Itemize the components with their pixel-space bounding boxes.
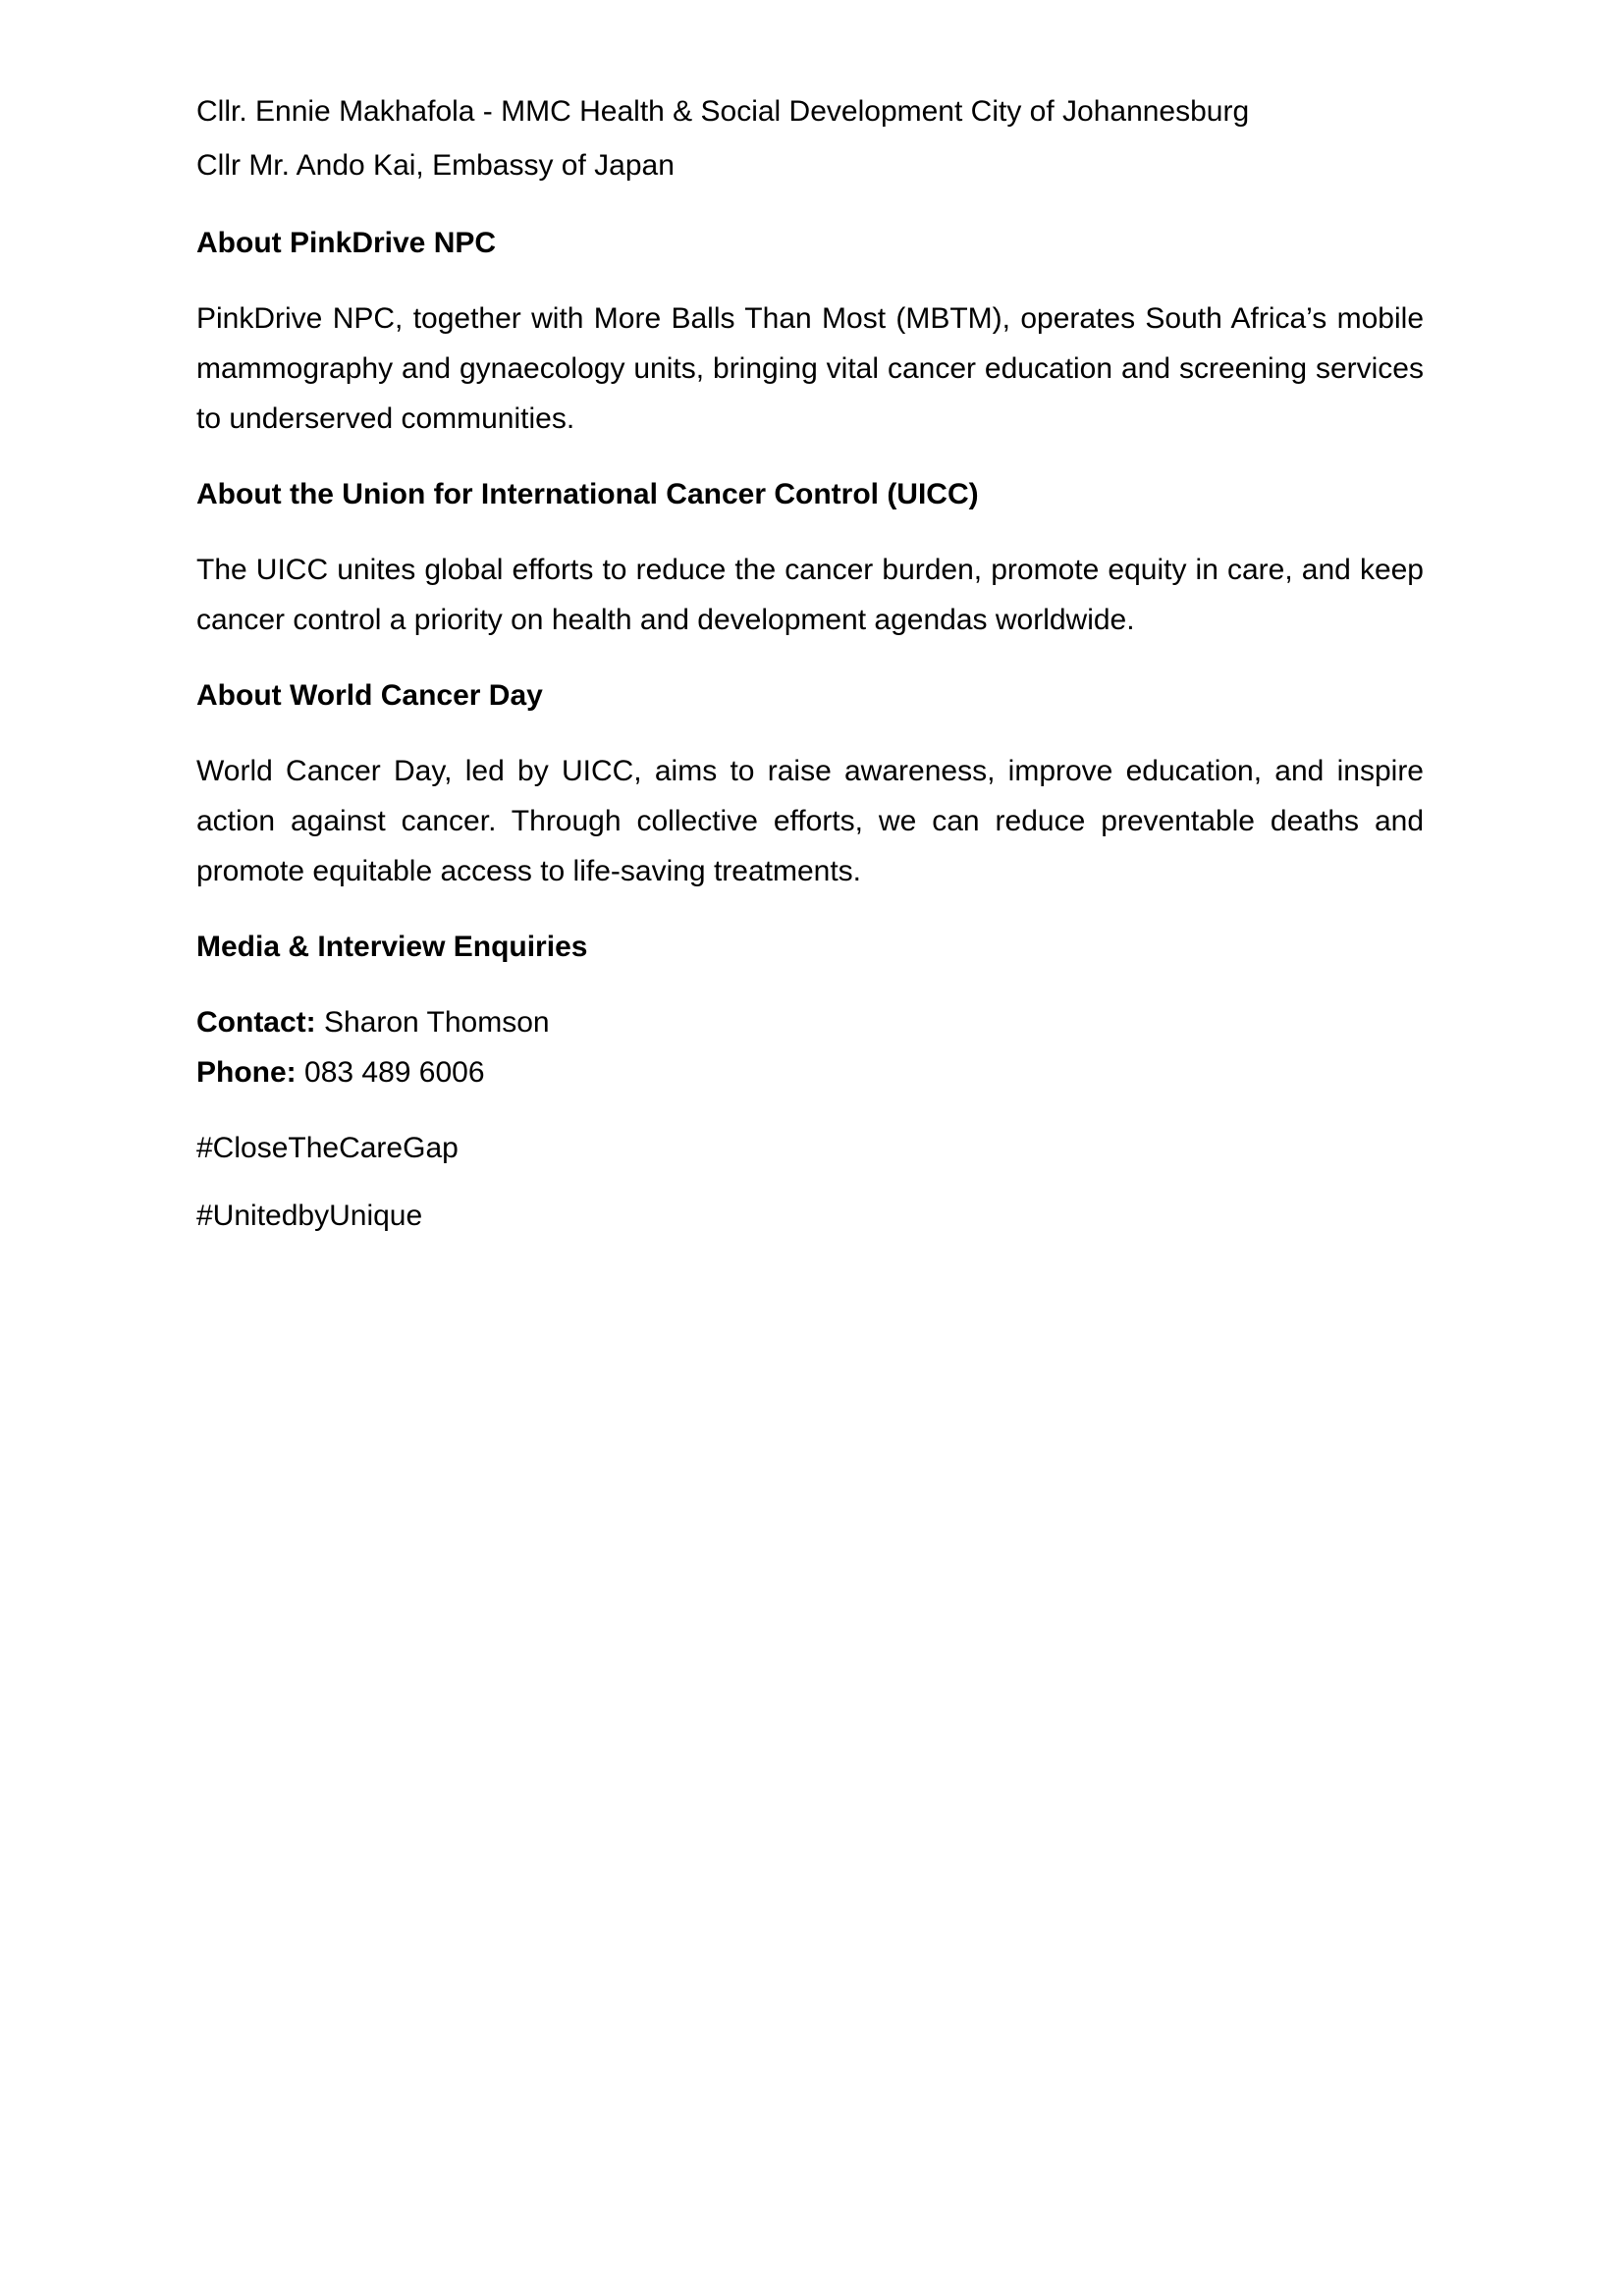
attendee-line-1: Cllr. Ennie Makhafola - MMC Health & Social Development City of Johannesburg xyxy=(196,95,1250,128)
section-body-world-cancer-day: World Cancer Day, led by UICC, aims to raise awareness, improve education, and inspire action against cancer. Through collective efforts, we can reduce preventable deaths and promote equitable access to life-saving treatments. xyxy=(196,755,1424,887)
contact-block xyxy=(196,997,1424,1097)
section-heading-uicc: About the Union for International Cancer Control (UICC) xyxy=(196,478,979,510)
hashtag-united-by-unique: #UnitedbyUnique xyxy=(196,1200,423,1232)
phone-value: 083 489 6006 xyxy=(304,1056,485,1089)
document-content xyxy=(196,84,1424,1241)
section-body-uicc: The UICC unites global efforts to reduce the cancer burden, promote equity in care, and keep cancer control a priority on health and development agendas worldwide. xyxy=(196,554,1424,636)
attendee-line-2: Cllr Mr. Ando Kai, Embassy of Japan xyxy=(196,149,675,182)
section-body-pinkdrive: PinkDrive NPC, together with More Balls Than Most (MBTM), operates South Africa’s mobile mammography and gynaecology units, bringing vital cancer education and screening services to underserved communities. xyxy=(196,302,1424,435)
hashtag-close-the-care-gap: #CloseTheCareGap xyxy=(196,1132,459,1164)
phone-label: Phone: xyxy=(196,1056,297,1089)
contact-label: Contact: xyxy=(196,1006,316,1039)
contact-value: Sharon Thomson xyxy=(324,1006,550,1039)
section-heading-media-enquiries: Media & Interview Enquiries xyxy=(196,931,588,963)
section-heading-pinkdrive: About PinkDrive NPC xyxy=(196,227,497,259)
section-heading-world-cancer-day: About World Cancer Day xyxy=(196,679,543,712)
